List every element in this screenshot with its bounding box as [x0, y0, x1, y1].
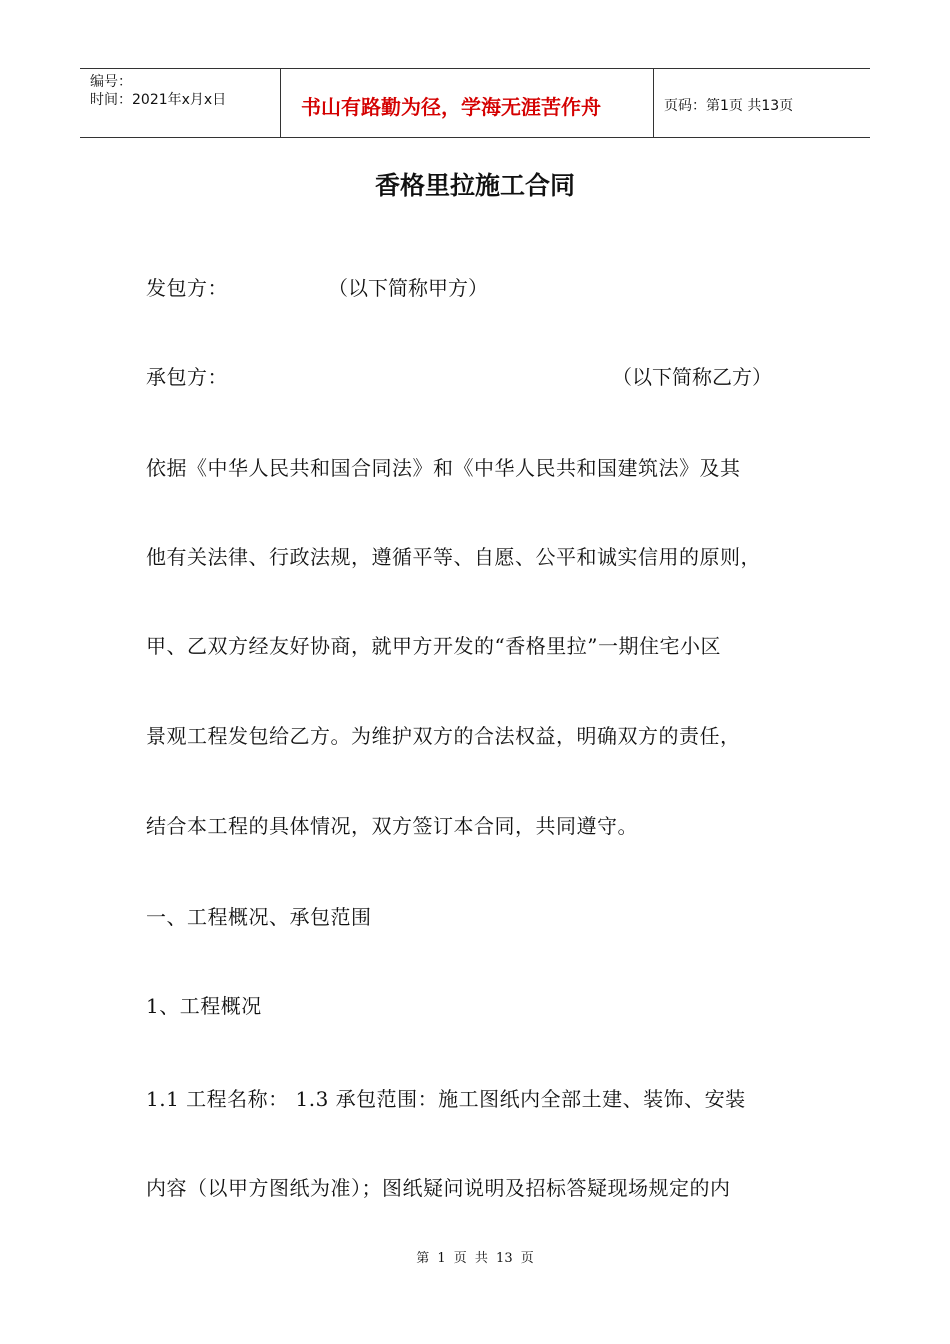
number-label: 编号： [90, 74, 132, 90]
header-left-cell [80, 69, 281, 137]
section-heading: 一、工程概况、承包范围 [146, 905, 372, 929]
item-line: 1.1 工程名称： 1.3 承包范围：施工图纸内全部土建、装饰、安装 [146, 1087, 746, 1111]
body-line: 景观工程发包给乙方。为维护双方的合法权益，明确双方的责任， [146, 724, 741, 748]
party-b-note: （以下简称乙方） [612, 365, 772, 389]
subsection-heading: 1、工程概况 [146, 994, 262, 1018]
motto: 书山有路勤为径，学海无涯苦作舟 [301, 95, 601, 119]
item-line: 内容（以甲方图纸为准）；图纸疑问说明及招标答疑现场规定的内 [146, 1176, 731, 1200]
party-a-note: （以下简称甲方） [328, 276, 488, 300]
header-right-cell [654, 69, 870, 137]
party-a-label: 发包方： [146, 276, 228, 300]
document-title: 香格里拉施工合同 [374, 171, 575, 200]
body-line: 依据《中华人民共和国合同法》和《中华人民共和国建筑法》及其 [146, 456, 741, 480]
body-line: 他有关法律、行政法规，遵循平等、自愿、公平和诚实信用的原则， [146, 545, 761, 569]
body-line: 结合本工程的具体情况，双方签订本合同，共同遵守。 [146, 814, 638, 838]
page-footer: 第 1 页 共 13 页 [416, 1251, 534, 1266]
party-b-label: 承包方： [146, 365, 228, 389]
header-mid-cell [281, 69, 654, 137]
page-info: 页码：第1页 共13页 [664, 98, 794, 114]
time-label: 时间：2021年x月x日 [90, 92, 227, 108]
header-table [80, 68, 870, 138]
body-line: 甲、乙双方经友好协商，就甲方开发的“香格里拉”一期住宅小区 [146, 634, 721, 658]
